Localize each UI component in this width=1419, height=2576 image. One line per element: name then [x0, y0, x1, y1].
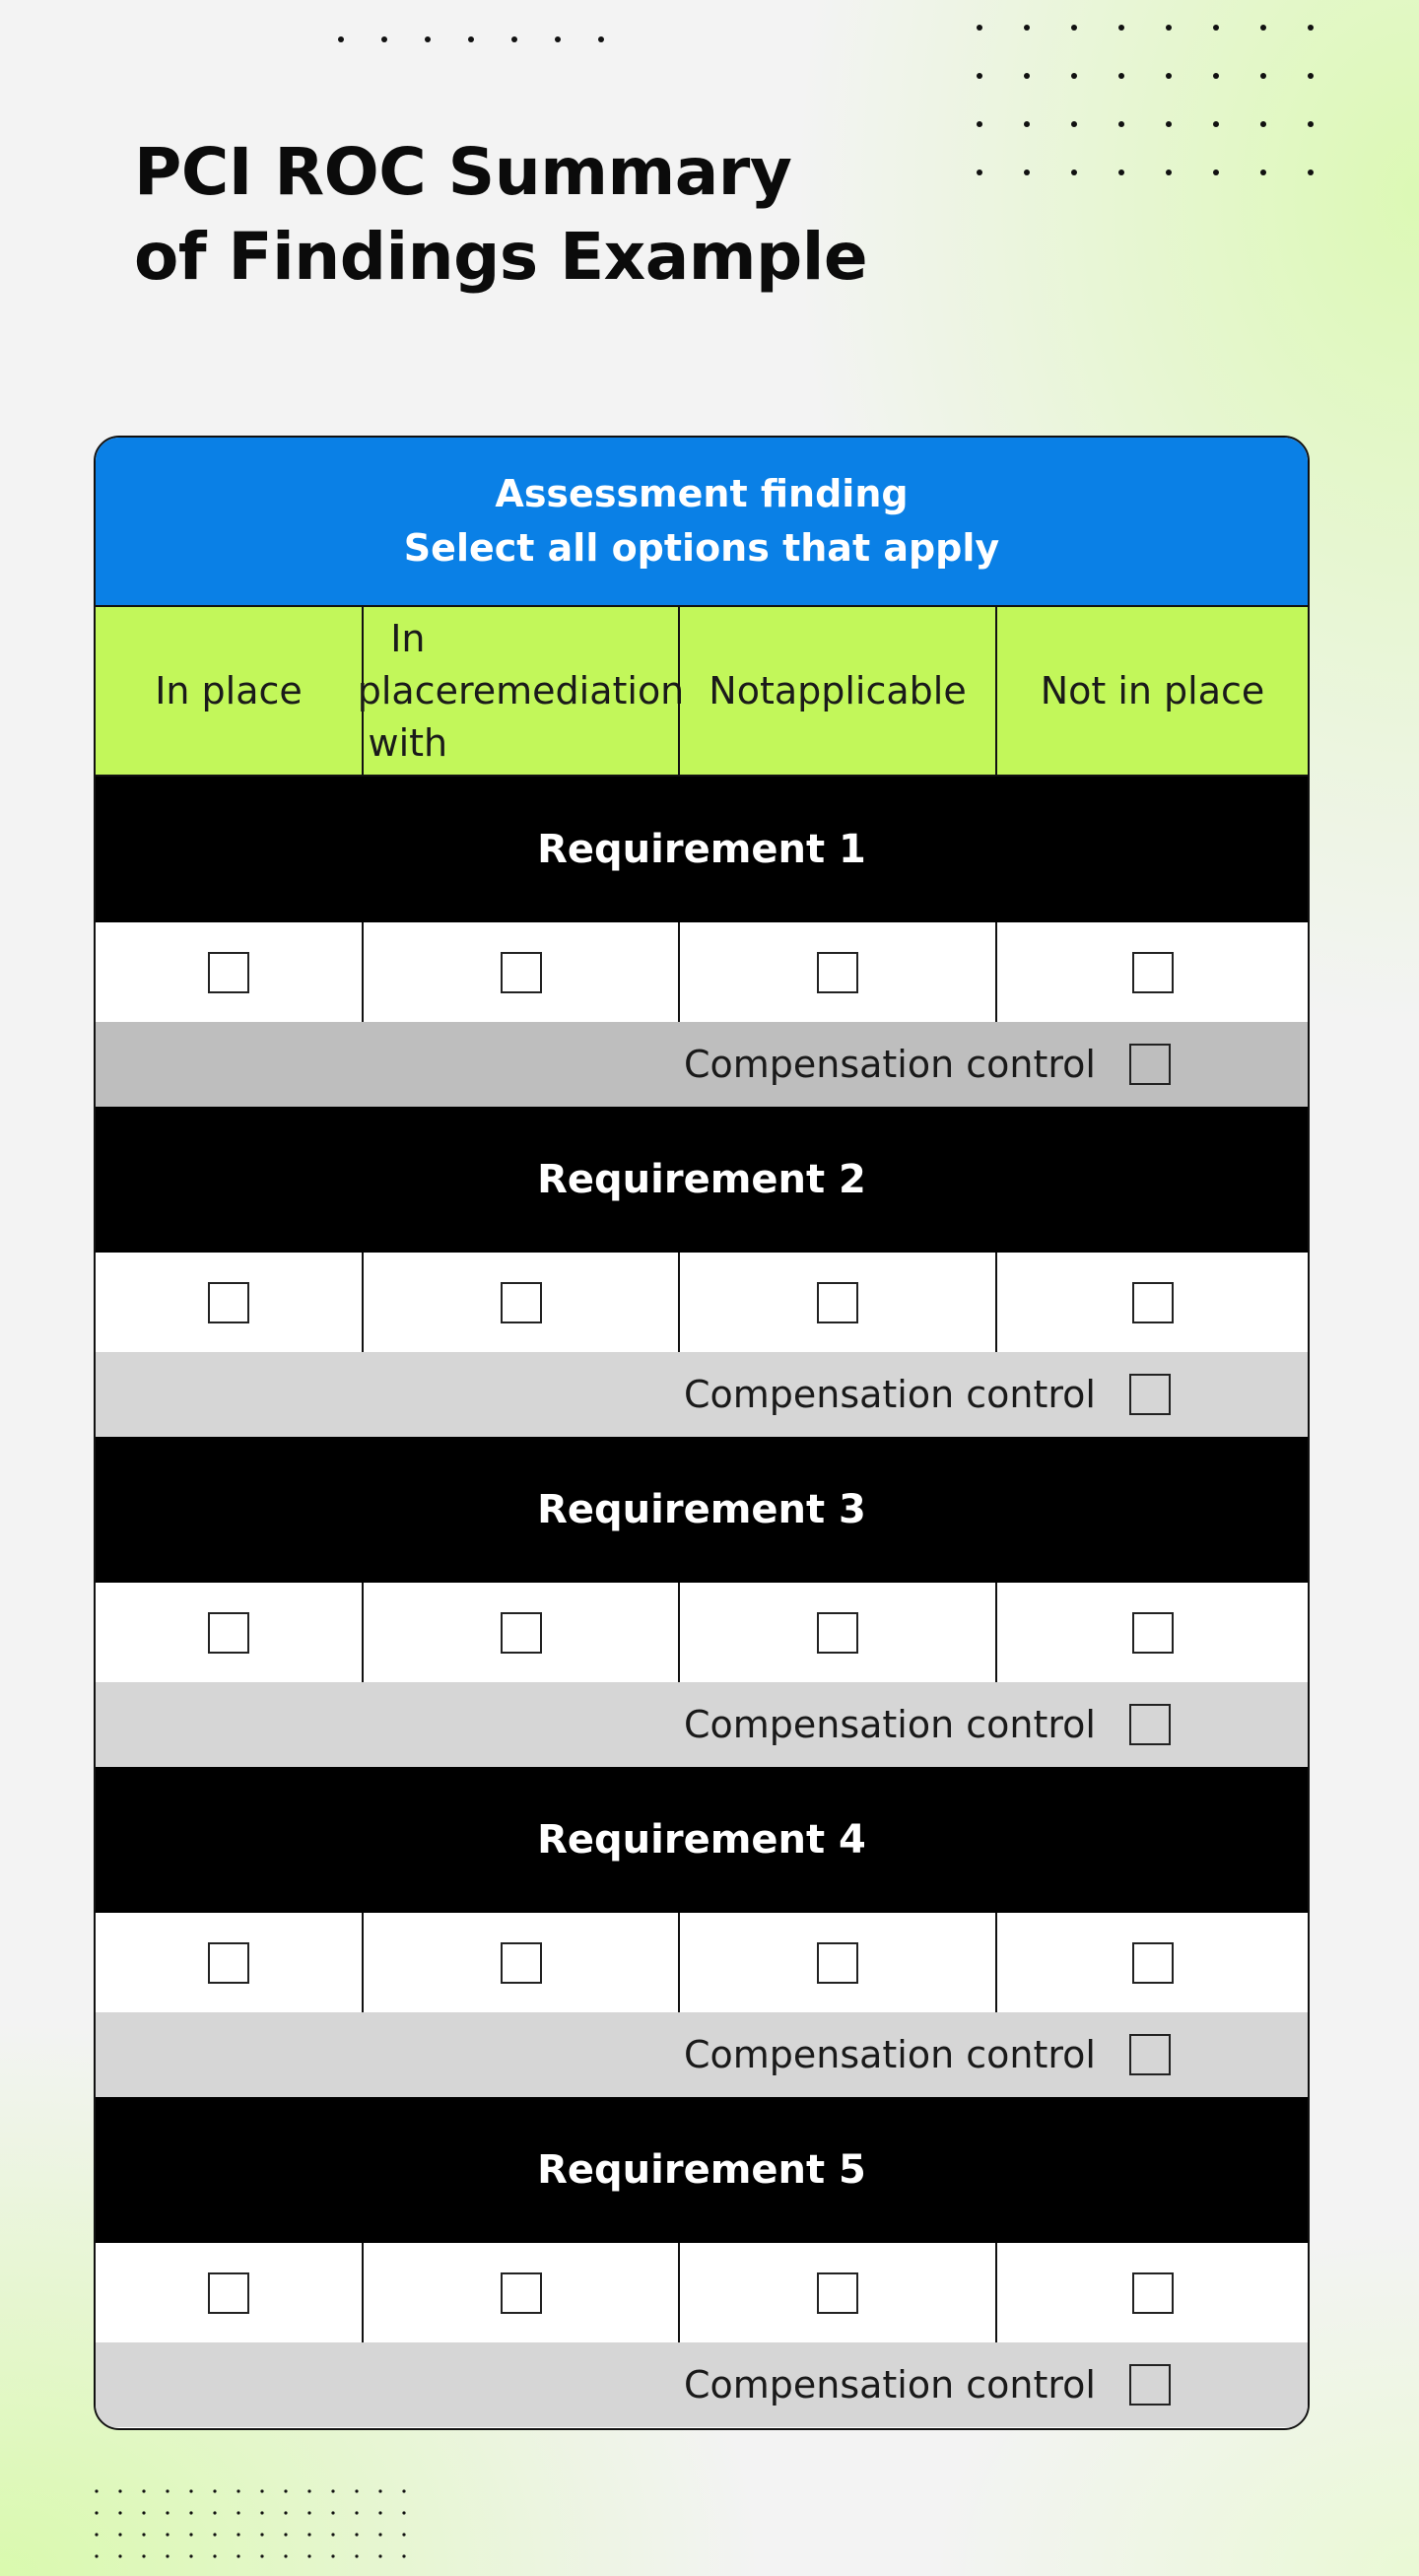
column-headers	[96, 607, 1308, 777]
checkbox-cell	[995, 1583, 1308, 1682]
checkbox-cell	[362, 1583, 678, 1682]
compensation-control-label: Compensation control	[683, 2363, 1096, 2407]
checkbox-cell	[678, 1583, 995, 1682]
compensation-control-row	[96, 2342, 1308, 2427]
finding-checkbox[interactable]	[501, 952, 542, 993]
checkbox-row	[96, 2243, 1308, 2342]
compensation-control-row	[96, 1682, 1308, 1767]
checkbox-cell	[995, 1913, 1308, 2012]
dot-pattern-top-left	[325, 30, 621, 49]
finding-checkbox[interactable]	[817, 2272, 858, 2314]
checkbox-cell	[362, 1253, 678, 1352]
finding-checkbox[interactable]	[501, 1942, 542, 1984]
column-header-text: Not	[709, 668, 775, 712]
page-title-line-2: of Findings Example	[134, 219, 868, 295]
requirement-title: Requirement 4	[96, 1767, 1308, 1913]
finding-checkbox[interactable]	[1132, 1942, 1174, 1984]
compensation-control-label: Compensation control	[683, 1043, 1096, 1086]
finding-checkbox[interactable]	[501, 2272, 542, 2314]
compensation-control-checkbox[interactable]	[1129, 2034, 1171, 2075]
checkbox-cell	[678, 1913, 995, 2012]
checkbox-cell	[96, 1913, 362, 2012]
column-header-2	[357, 607, 685, 775]
checkbox-row	[96, 1583, 1308, 1682]
checkbox-cell	[362, 922, 678, 1022]
dot-pattern-top-right	[966, 16, 1340, 183]
checkbox-cell	[995, 2243, 1308, 2342]
column-header-text: Not in place	[1040, 668, 1265, 712]
compensation-control-checkbox[interactable]	[1129, 2364, 1171, 2406]
finding-checkbox[interactable]	[817, 1942, 858, 1984]
findings-table	[94, 436, 1310, 2430]
header-subtitle: Select all options that apply	[403, 526, 1000, 570]
column-header-3	[678, 607, 995, 775]
compensation-control-checkbox[interactable]	[1129, 1704, 1171, 1745]
checkbox-cell	[678, 1253, 995, 1352]
checkbox-row	[96, 922, 1308, 1022]
requirement-title: Requirement 2	[96, 1107, 1308, 1253]
column-header-text: remediation	[457, 668, 685, 712]
checkbox-cell	[995, 1253, 1308, 1352]
checkbox-row	[96, 1253, 1308, 1352]
column-header-4	[995, 607, 1308, 775]
compensation-control-checkbox[interactable]	[1129, 1374, 1171, 1415]
checkbox-cell	[362, 1913, 678, 2012]
requirement-title: Requirement 1	[96, 777, 1308, 922]
column-header-1	[96, 607, 362, 775]
finding-checkbox[interactable]	[1132, 952, 1174, 993]
compensation-control-label: Compensation control	[683, 1373, 1096, 1416]
column-header-text: applicable	[774, 668, 967, 712]
finding-checkbox[interactable]	[501, 1612, 542, 1654]
table-header	[96, 438, 1308, 607]
checkbox-cell	[678, 922, 995, 1022]
finding-checkbox[interactable]	[817, 1282, 858, 1323]
requirement-title: Requirement 3	[96, 1437, 1308, 1583]
requirement-title: Requirement 5	[96, 2097, 1308, 2243]
requirements-list	[96, 777, 1308, 2427]
finding-checkbox[interactable]	[1132, 1612, 1174, 1654]
finding-checkbox[interactable]	[501, 1282, 542, 1323]
compensation-control-row	[96, 2012, 1308, 2097]
finding-checkbox[interactable]	[817, 1612, 858, 1654]
compensation-control-checkbox[interactable]	[1129, 1044, 1171, 1085]
checkbox-cell	[96, 922, 362, 1022]
compensation-control-row	[96, 1022, 1308, 1107]
column-header-text: In place with	[357, 616, 458, 765]
checkbox-cell	[995, 922, 1308, 1022]
finding-checkbox[interactable]	[817, 952, 858, 993]
page-title	[134, 130, 867, 300]
checkbox-cell	[96, 2243, 362, 2342]
compensation-control-label: Compensation control	[683, 2033, 1096, 2076]
finding-checkbox[interactable]	[1132, 2272, 1174, 2314]
checkbox-cell	[678, 2243, 995, 2342]
finding-checkbox[interactable]	[208, 952, 249, 993]
finding-checkbox[interactable]	[208, 1282, 249, 1323]
header-title: Assessment finding	[495, 472, 909, 515]
page-title-line-1: PCI ROC Summary	[134, 134, 792, 210]
finding-checkbox[interactable]	[1132, 1282, 1174, 1323]
checkbox-cell	[362, 2243, 678, 2342]
compensation-control-label: Compensation control	[683, 1703, 1096, 1746]
checkbox-cell	[96, 1253, 362, 1352]
column-header-text: In place	[155, 668, 303, 712]
finding-checkbox[interactable]	[208, 1942, 249, 1984]
compensation-control-row	[96, 1352, 1308, 1437]
finding-checkbox[interactable]	[208, 1612, 249, 1654]
finding-checkbox[interactable]	[208, 2272, 249, 2314]
checkbox-cell	[96, 1583, 362, 1682]
checkbox-row	[96, 1913, 1308, 2012]
dot-pattern-bottom-left	[89, 2483, 424, 2576]
